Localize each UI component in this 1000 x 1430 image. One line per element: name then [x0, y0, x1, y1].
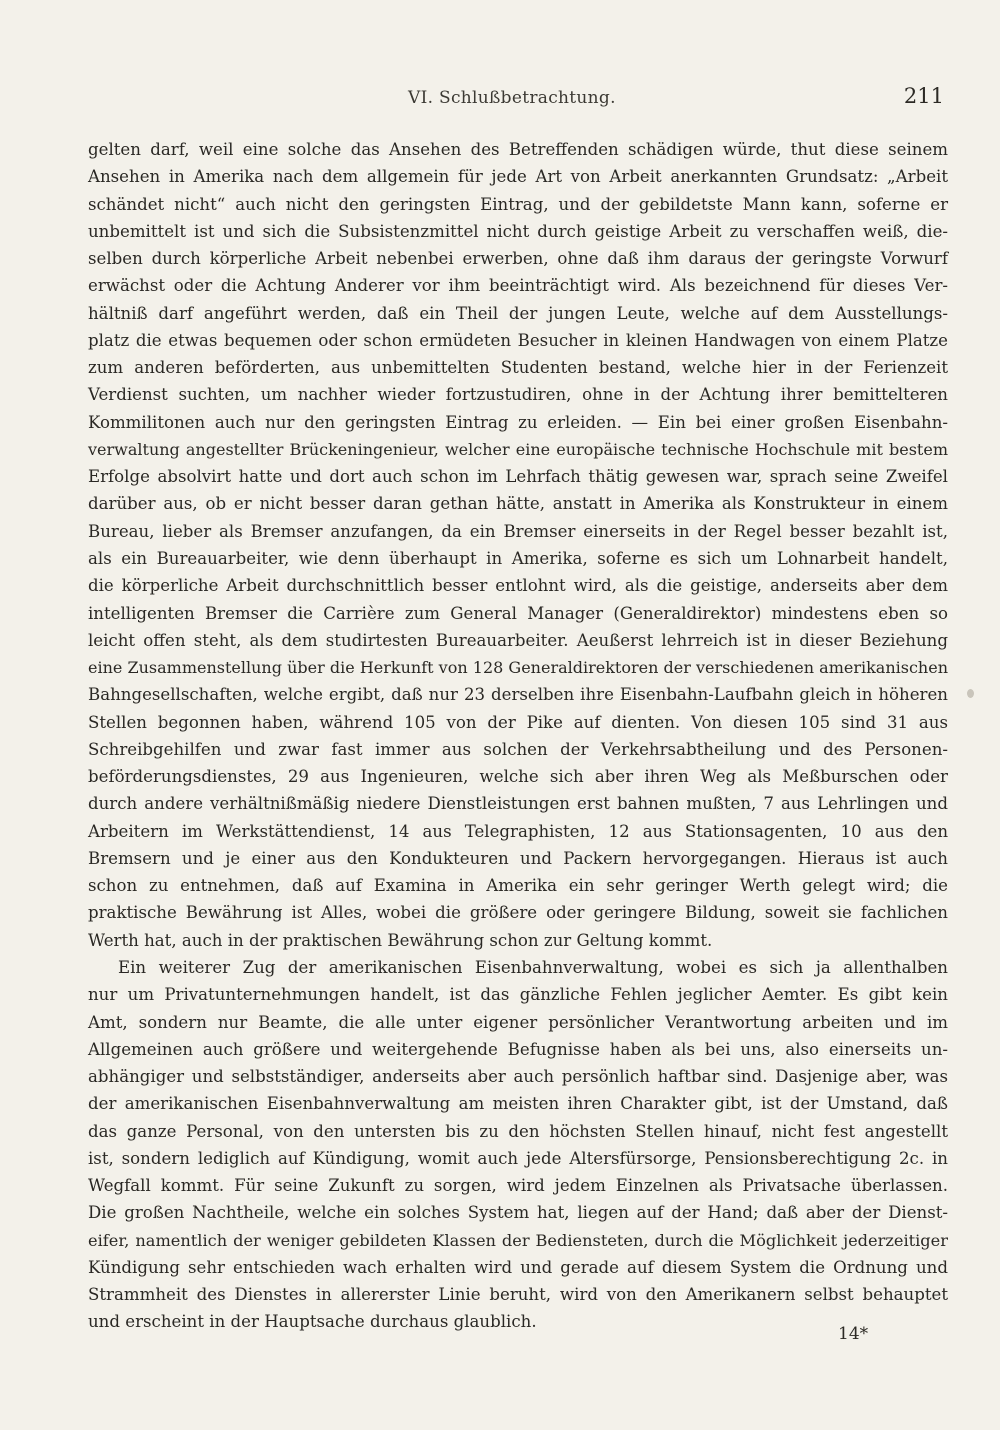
paper-speck [967, 689, 974, 698]
text-line: der amerikanischen Eisenbahnverwaltung am meisten ihren Charakter gibt, ist der Umstand, daß [88, 1094, 948, 1114]
text-line: schändet nicht“ auch nicht den geringsten Eintrag, und der gebildetste Mann kann, soferne er [88, 194, 948, 214]
text-line: Bureau, lieber als Bremser anzufangen, da ein Bremser einerseits in der Regel besser bezahlt ist, [88, 521, 948, 541]
text-line: Schreibgehilfen und zwar fast immer aus solchen der Verkehrsabtheilung und des Personen- [88, 739, 948, 759]
text-line: hältniß darf angeführt werden, daß ein Theil der jungen Leute, welche auf dem Ausstellungs- [88, 303, 948, 323]
text-line: Stellen begonnen haben, während 105 von der Pike auf dienten. Von diesen 105 sind 31 aus [88, 712, 948, 732]
text-line: unbemittelt ist und sich die Subsistenzmittel nicht durch geistige Arbeit zu verschaffen weiß, die- [88, 221, 948, 241]
text-line: Arbeitern im Werkstättendienst, 14 aus Telegraphisten, 12 aus Stationsagenten, 10 aus den [88, 821, 948, 841]
text-line: beförderungsdienstes, 29 aus Ingenieuren, welche sich aber ihren Weg als Meßburschen oder [88, 767, 948, 787]
text-line: schon zu entnehmen, daß auf Examina in Amerika ein sehr geringer Werth gelegt wird; die [88, 876, 948, 896]
text-line: selben durch körperliche Arbeit nebenbei erwerben, ohne daß ihm daraus der geringste Vorwurf [88, 249, 948, 269]
text-line: eine Zusammenstellung über die Herkunft von 128 Generaldirektoren der verschiedenen amerikanischen [88, 658, 948, 678]
text-line: durch andere verhältnißmäßig niedere Dienstleistungen erst bahnen mußten, 7 aus Lehrlingen und [88, 794, 948, 814]
text-line: Amt, sondern nur Beamte, die alle unter eigener persönlicher Verantwortung arbeiten und im [88, 1012, 948, 1032]
text-line: Die großen Nachtheile, welche ein solches System hat, liegen auf der Hand; daß aber der Dienst- [88, 1203, 948, 1223]
text-line: eifer, namentlich der weniger gebildeten Klassen der Bediensteten, durch die Möglichkeit jederzeitiger [88, 1230, 948, 1250]
text-line: das ganze Personal, von den untersten bis zu den höchsten Stellen hinauf, nicht fest angestellt [88, 1121, 948, 1141]
text-line: Ein weiterer Zug der amerikanischen Eisenbahnverwaltung, wobei es sich ja allenthalben [118, 957, 948, 977]
text-line: platz die etwas bequemen oder schon ermüdeten Besucher in kleinen Handwagen von einem Platze [88, 330, 948, 350]
text-line: und erscheint in der Hauptsache durchaus glaublich. [88, 1312, 537, 1332]
page-number: 211 [903, 84, 944, 108]
page-header [88, 84, 948, 118]
text-line: Strammheit des Dienstes in allererster Linie beruht, wird von den Amerikanern selbst behauptet [88, 1285, 948, 1305]
text-line: Allgemeinen auch größere und weitergehende Befugnisse haben als bei uns, also einerseits un- [88, 1039, 948, 1059]
text-line: abhängiger und selbstständiger, anderseits aber auch persönlich haftbar sind. Dasjenige aber, was [88, 1067, 948, 1087]
text-line: erwächst oder die Achtung Anderer vor ihm beeinträchtigt wird. Als bezeichnend für dieses Ver- [88, 276, 948, 296]
text-line: zum anderen beförderten, aus unbemittelten Studenten bestand, welche hier in der Ferienzeit [88, 358, 948, 378]
body-text [88, 136, 948, 1336]
text-line: verwaltung angestellter Brückeningenieur, welcher eine europäische technische Hochschule mit bestem [88, 439, 948, 459]
paragraph [88, 136, 948, 954]
text-line: praktische Bewährung ist Alles, wobei die größere oder geringere Bildung, soweit sie fachlichen [88, 903, 948, 923]
text-line: die körperliche Arbeit durchschnittlich besser entlohnt wird, als die geistige, anderseits aber dem [88, 576, 948, 596]
text-line: gelten darf, weil eine solche das Ansehen des Betreffenden schädigen würde, thut diese seinem [88, 140, 948, 159]
text-line: Bahngesellschaften, welche ergibt, daß nur 23 derselben ihre Eisenbahn-Laufbahn gleich in höheren [88, 685, 948, 705]
text-line: Wegfall kommt. Für seine Zukunft zu sorgen, wird jedem Einzelnen als Privatsache überlassen. [88, 1176, 948, 1196]
text-line: Erfolge absolvirt hatte und dort auch schon im Lehrfach thätig gewesen war, sprach seine Zweifel [88, 467, 948, 487]
paragraph [88, 954, 948, 1336]
signature-mark: 14* [838, 1324, 869, 1344]
text-line: Bremsern und je einer aus den Kondukteuren und Packern hervorgegangen. Hieraus ist auch [88, 848, 948, 868]
text-line: nur um Privatunternehmungen handelt, ist das gänzliche Fehlen jeglicher Aemter. Es gibt kein [88, 985, 948, 1005]
text-line: Kündigung sehr entschieden wach erhalten wird und gerade auf diesem System die Ordnung und [88, 1257, 948, 1277]
text-line: intelligenten Bremser die Carrière zum General Manager (Generaldirektor) mindestens eben so [88, 603, 948, 623]
running-head: VI. Schlußbetrachtung. [408, 88, 616, 108]
text-line: Verdienst suchten, um nachher wieder fortzustudiren, ohne in der Achtung ihrer bemittelteren [88, 385, 948, 405]
text-line: darüber aus, ob er nicht besser daran gethan hätte, anstatt in Amerika als Konstrukteur in einem [88, 494, 948, 514]
text-line: ist, sondern lediglich auf Kündigung, womit auch jede Altersfürsorge, Pensionsberechtigung 2c. in [88, 1148, 948, 1168]
text-line: Ansehen in Amerika nach dem allgemein für jede Art von Arbeit anerkannten Grundsatz: „Arbeit [88, 167, 948, 187]
text-line: Kommilitonen auch nur den geringsten Eintrag zu erleiden. — Ein bei einer großen Eisenbahn- [88, 412, 948, 432]
text-line: leicht offen steht, als dem studirtesten Bureauarbeiter. Aeußerst lehrreich ist in dieser Beziehung [88, 630, 948, 650]
text-line: als ein Bureauarbeiter, wie denn überhaupt in Amerika, soferne es sich um Lohnarbeit handelt, [88, 548, 948, 568]
text-line: Werth hat, auch in der praktischen Bewährung schon zur Geltung kommt. [88, 930, 713, 950]
